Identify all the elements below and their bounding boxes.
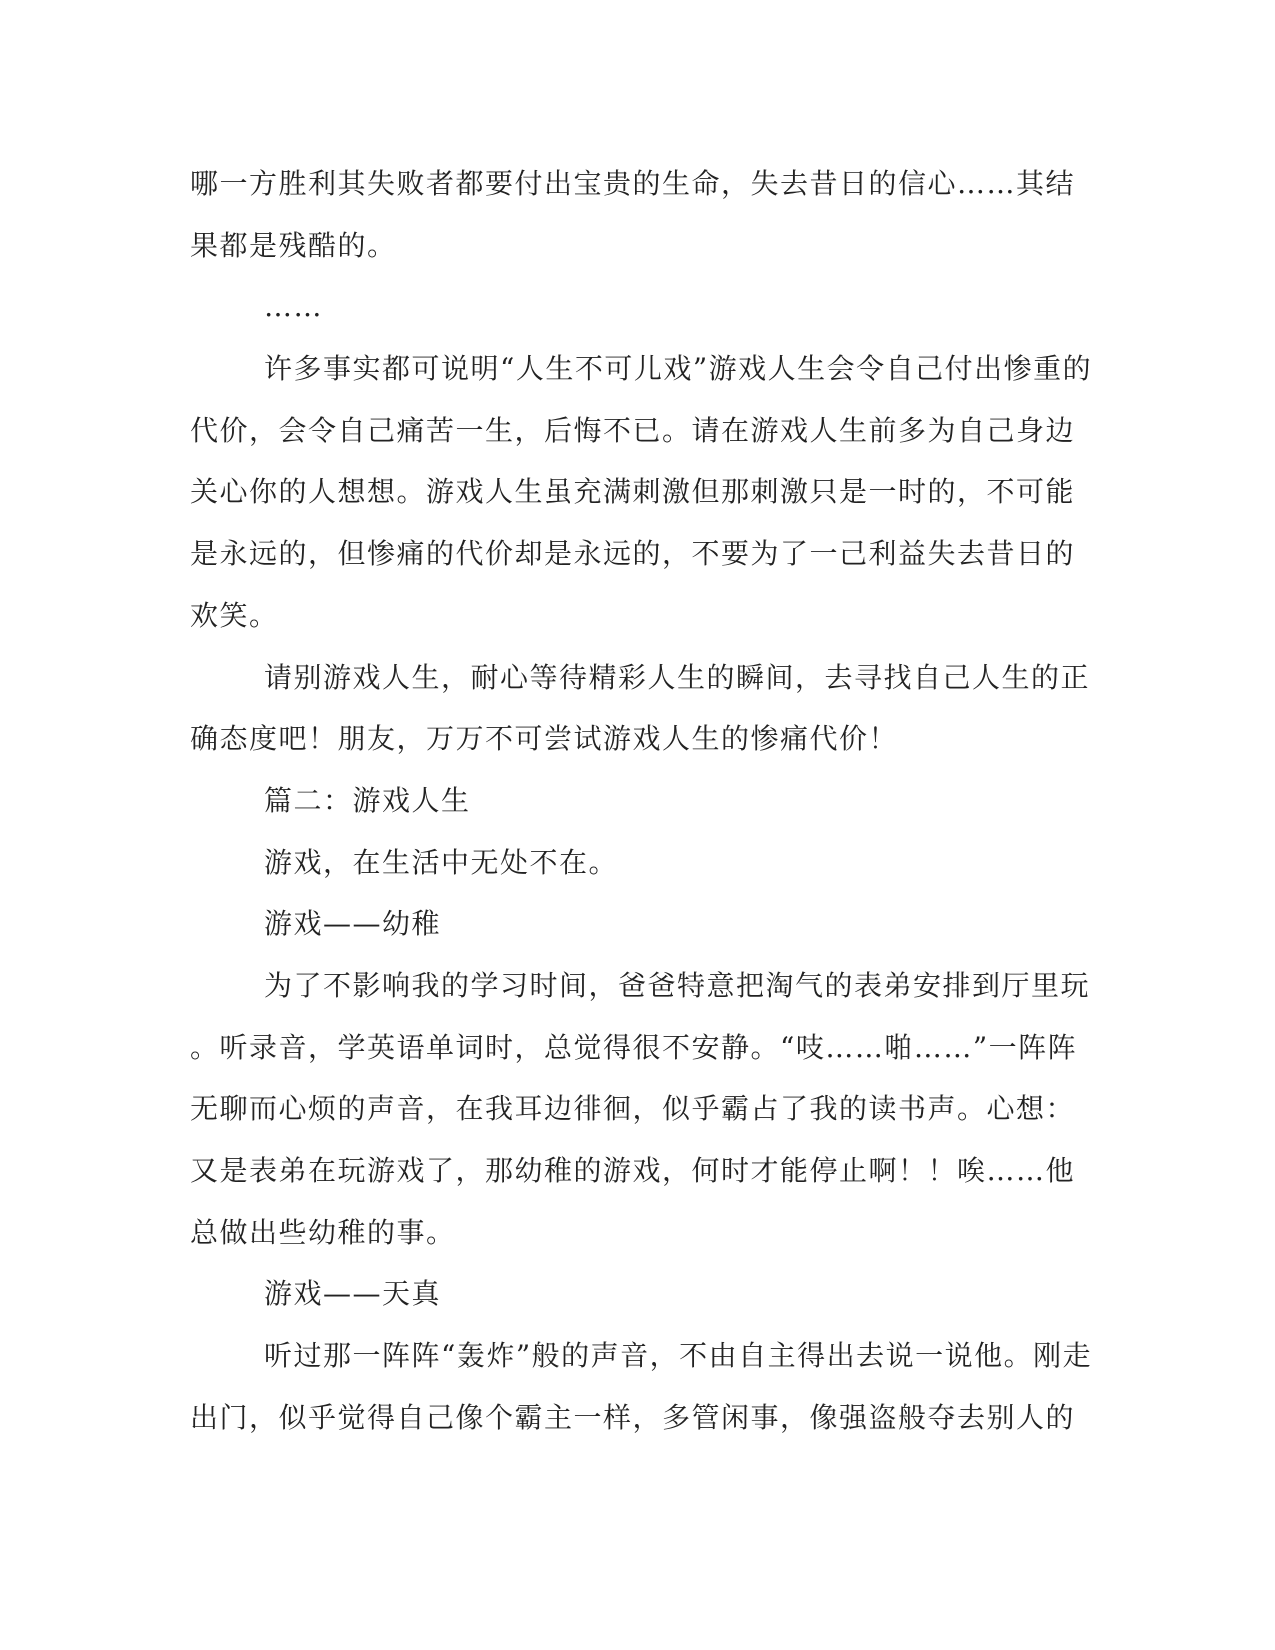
text-line: 。听录音，学英语单词时，总觉得很不安静。“吱……啪……”一阵阵 <box>190 1030 1078 1064</box>
text-line: 欢笑。 <box>190 598 279 632</box>
subheading: 游戏——天真 <box>264 1277 442 1311</box>
text-line: 请别游戏人生，耐心等待精彩人生的瞬间，去寻找自己人生的正 <box>264 660 1091 694</box>
text-line: 总做出些幼稚的事。 <box>190 1215 456 1249</box>
text-line: 是永远的，但惨痛的代价却是永远的，不要为了一己利益失去昔日的 <box>190 537 1076 571</box>
text-line: 出门，似乎觉得自己像个霸主一样，多管闲事，像强盗般夺去别人的 <box>190 1400 1076 1434</box>
subheading: 游戏——幼稚 <box>264 907 442 941</box>
text-line: 听过那一阵阵“轰炸”般的声音，不由自主得出去说一说他。刚走 <box>264 1339 1093 1373</box>
text-line: 为了不影响我的学习时间，爸爸特意把淘气的表弟安排到厅里玩 <box>264 968 1091 1002</box>
text-line: 关心你的人想想。游戏人生虽充满刺激但那刺激只是一时的，不可能 <box>190 475 1076 509</box>
text-line: 果都是残酷的。 <box>190 228 397 262</box>
text-line: 代价，会令自己痛苦一生，后悔不已。请在游戏人生前多为自己身边 <box>190 413 1076 447</box>
text-line: 又是表弟在玩游戏了，那幼稚的游戏，何时才能停止啊！！唉……他 <box>190 1154 1076 1187</box>
document-body <box>190 153 1093 1448</box>
ellipsis-line: …… <box>264 290 323 324</box>
text-line: 许多事实都可说明“人生不可儿戏”游戏人生会令自己付出惨重的 <box>264 352 1093 386</box>
text-line: 游戏，在生活中无处不在。 <box>264 845 619 879</box>
text-line: 无聊而心烦的声音，在我耳边徘徊，似乎霸占了我的读书声。心想： <box>190 1092 1076 1126</box>
text-line: 确态度吧！朋友，万万不可尝试游戏人生的惨痛代价！ <box>190 722 899 756</box>
text-line: 哪一方胜利其失败者都要付出宝贵的生命，失去昔日的信心……其结 <box>190 167 1076 200</box>
section-heading: 篇二：游戏人生 <box>264 783 471 817</box>
